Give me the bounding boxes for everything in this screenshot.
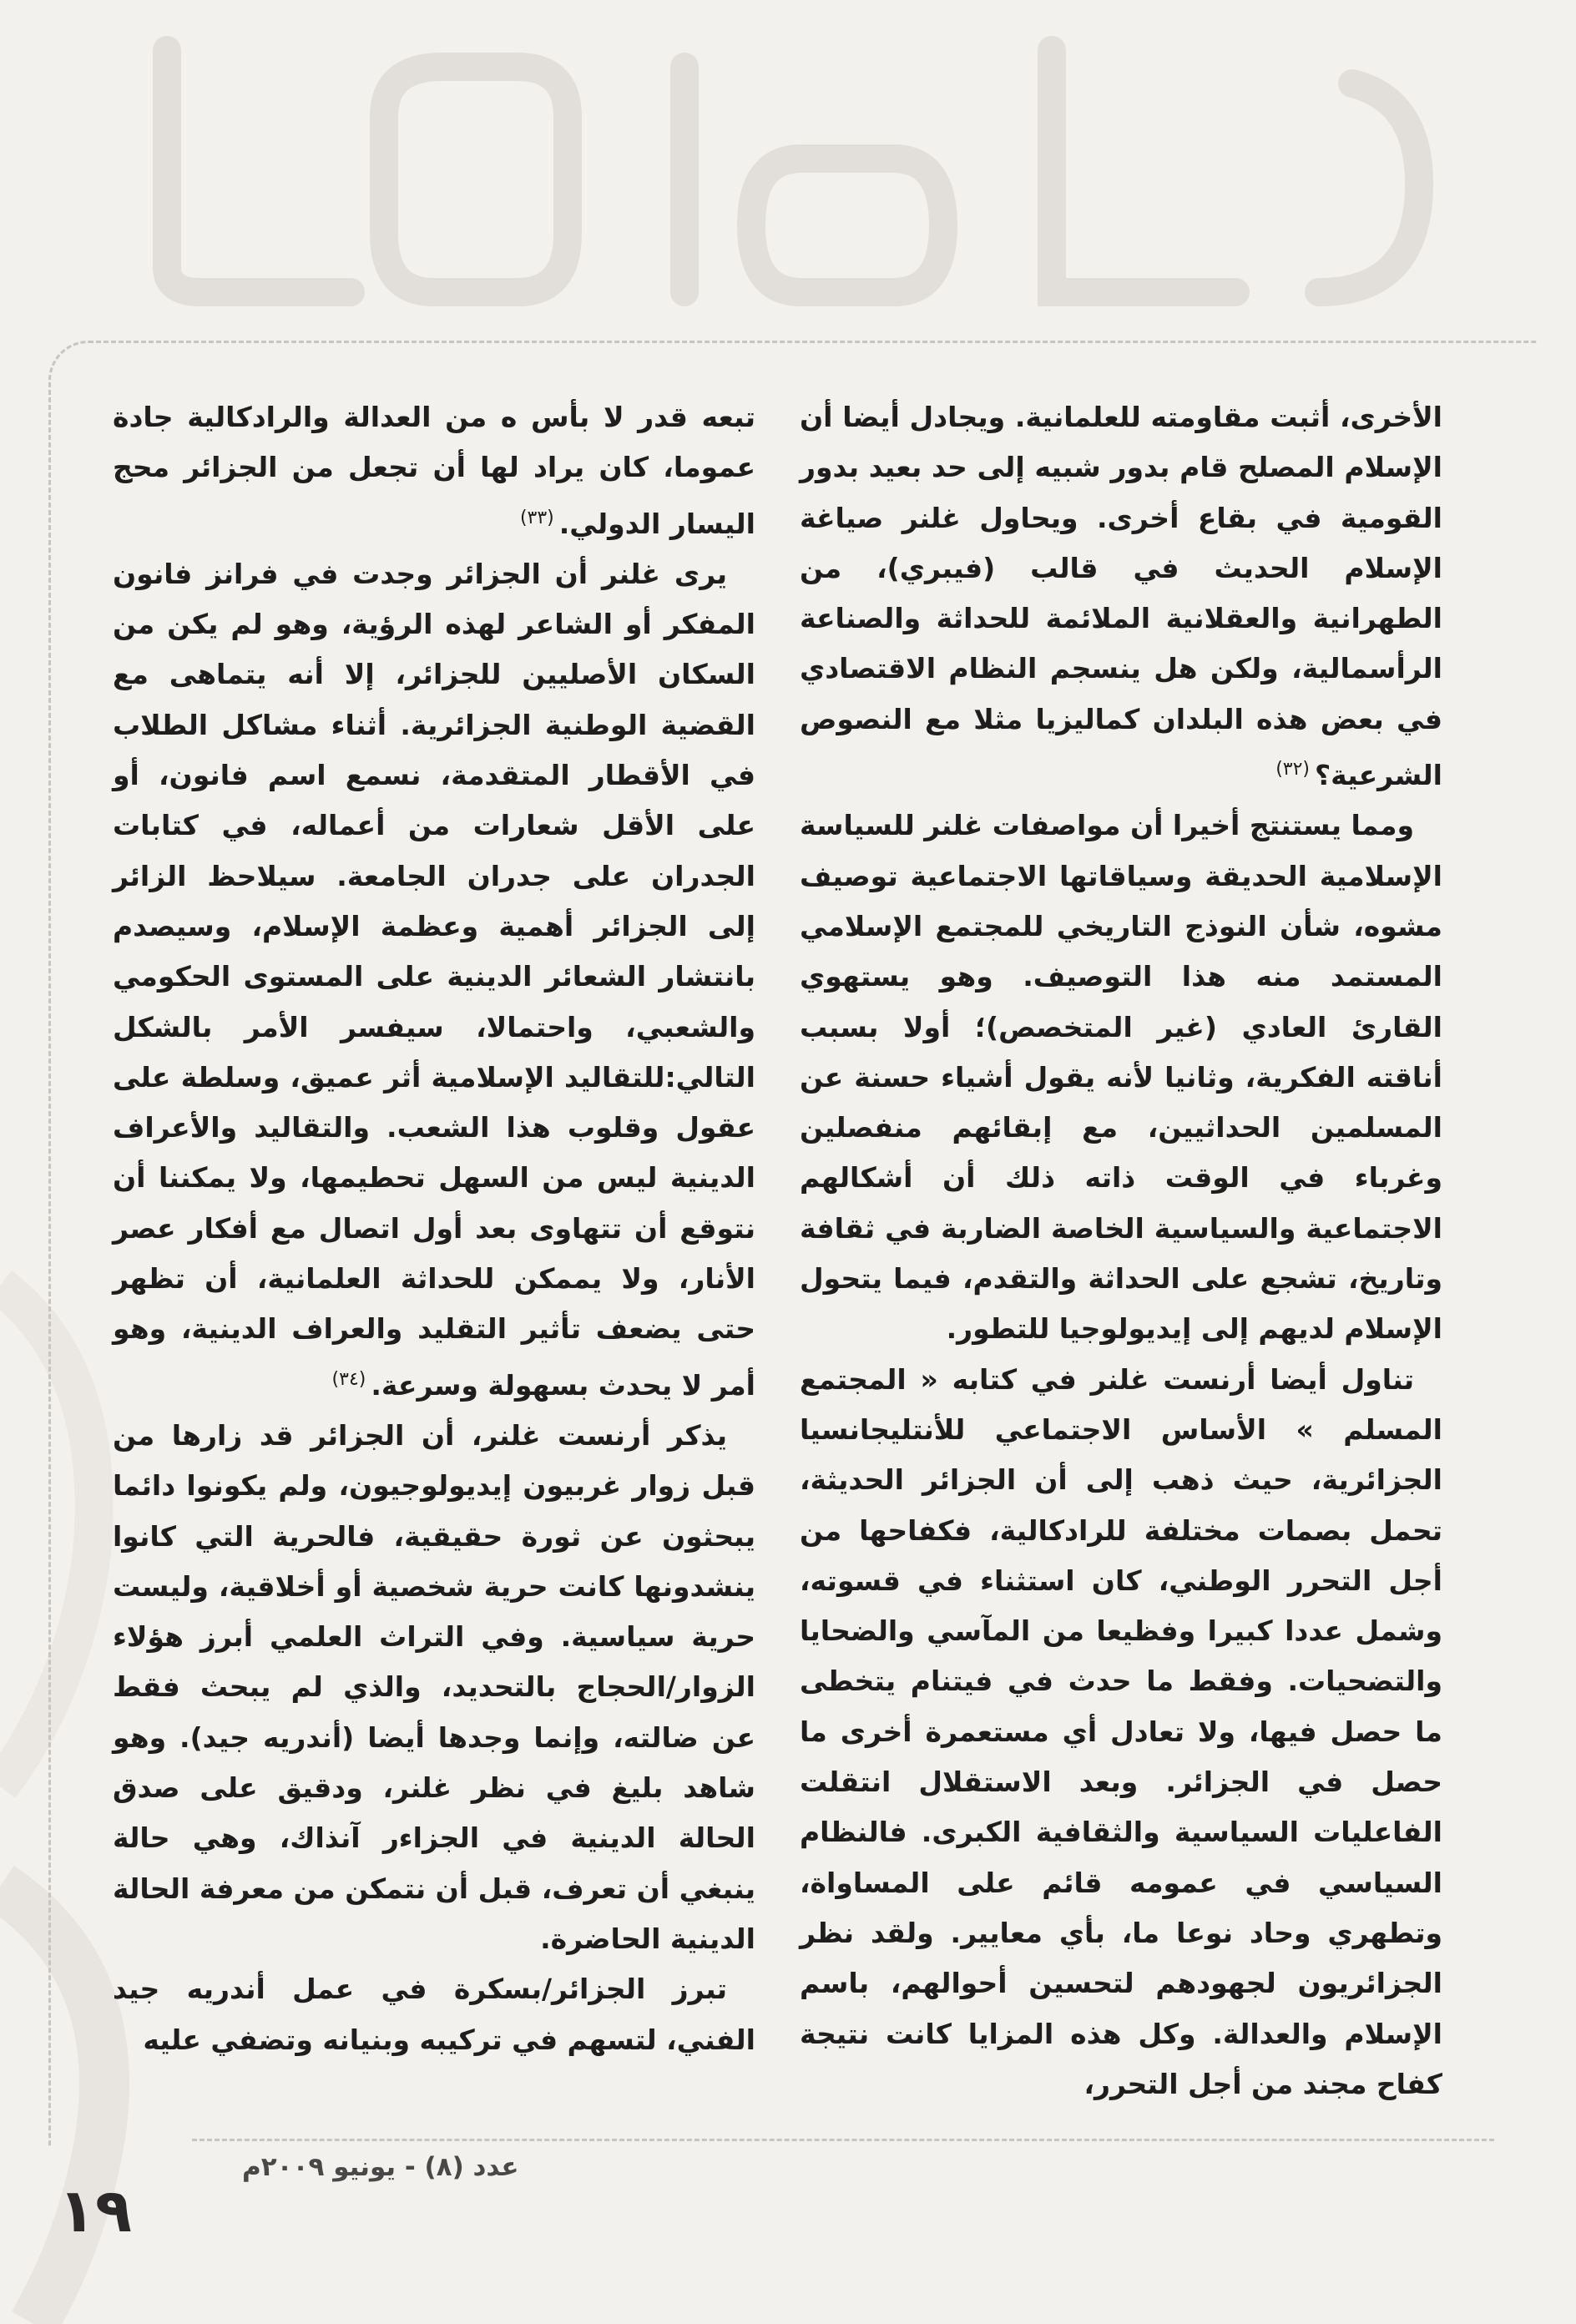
paragraph: ومما يستنتج أخيرا أن مواصفات غلنر للسياسة الإسلامية الحديقة وسياقاتها الاجتماعية توصيف مشوه، شأن النوذج التاريخي للمجتمع الإسلامي المستمد منه هذا التوصيف. وهو يستهوي القارئ العادي (غير المتخصص)؛ أولا بسبب أناقته الفكرية، وثانيا لأنه يقول أشياء حسنة عن المسلمين الحداثيين، مع إبقائهم منفصلين وغرباء في الوقت ذاته ذلك أن أشكالهم الاجتماعية والسياسية الخاصة الضاربة في ثقافة وتاريخ، تشجع على الحداثة والتقدم، فيما يتحول الإسلام لديهم إلى إيديولوجيا للتطور. — [800, 809, 1442, 1346]
paragraph: يرى غلنر أن الجزائر وجدت في فرانز فانون المفكر أو الشاعر لهذه الرؤية، وهو لم يكن من السكان الأصليين للجزائر، إلا أنه يتماهى مع القضية الوطنية الجزائرية. أثناء مشاكل الطلاب في الأقطار المتقدمة، نسمع اسم فانون، أو على الأقل شعارات من أعماله، في كتابات الجدران على جدران الجامعة. سيلاحظ الزائر إلى الجزائر أهمية وعظمة الإسلام، وسيصدم بانتشار الشعائر الدينية على المستوى الحكومي والشعبي، واحتمالا، سيفسر الأمر بالشكل التالي:للتقاليد الإسلامية أثر عميق، وسلطة على عقول وقلوب هذا الشعب. والتقاليد والأعراف الدينية ليس من السهل تحطيمها، ولا يمكننا أن نتوقع أن تتهاوى بعد أول اتصال مع أفكار عصر الأنار، ولا يممكن للحداثة العلمانية، أن تظهر حتى يضعف تأثير التقليد والعراف الدينية، وهو أمر لا يحدث بسهولة وسرعة.$^{(٣٤)}$ — [113, 557, 755, 1402]
page-number: ١٩ — [58, 2175, 132, 2246]
footnote-ref: (٣٣) — [519, 507, 554, 528]
footnote-ref: (٣٤) — [331, 1368, 366, 1390]
text-column-right — [800, 392, 1442, 2109]
paragraph: تبعه قدر لا بأس ه من العدالة والرادكالية جادة عموما، كان يراد لها أن تجعل من الجزائر محج اليسار الدولي.$^{(٣٣)}$ — [113, 401, 755, 540]
paragraph: تناول أيضا أرنست غلنر في كتابه « المجتمع المسلم » الأساس الاجتماعي للأنتليجانسيا الجزائرية، حيث ذهب إلى أن الجزائر الحديثة، تحمل بصمات مختلفة للرادكالية، فكفاحها من أجل التحرر الوطني، كان استثناء في قسوته، وشمل عددا كبيرا وفظيعا من المآسي والضحايا والتضحيات. وفقط ما حدث في فيتنام يتخطى ما حصل فيها، ولا تعادل أي مستعمرة أخرى ما حصل في الجزائر. وبعد الاستقلال انتقلت الفاعليات السياسية والثقافية الكبرى. فالنظام السياسي في عمومه قائم على المساواة، وتطهري وحاد نوعا ما، بأي معايير. ولقد نظر الجزائريون لجهودهم لتحسين أحوالهم، باسم الإسلام والعدالة. وكل هذه المزايا كانت نتيجة كفاح مجند من أجل التحرر، — [800, 1362, 1442, 2100]
text-column-left — [113, 392, 755, 2065]
issue-label: عدد (٨) - يونيو ٢٠٠٩م — [242, 2152, 519, 2182]
footnote-ref: (٣٢) — [1275, 759, 1311, 781]
footer-divider — [192, 2139, 1494, 2141]
paragraph: تبرز الجزائر/بسكرة في عمل أندريه جيد الفني، لتسهم في تركيبه وبنيانه وتضفي عليه — [113, 1973, 755, 2056]
paragraph: يذكر أرنست غلنر، أن الجزائر قد زارها من قبل زوار غربيون إيديولوجيون، ولم يكونوا دائما يبحثون عن ثورة حقيقية، فالحرية التي كانوا ينشدونها كانت حرية شخصية أو أخلاقية، وليست حرية سياسية. وفي التراث العلمي أبرز هؤلاء الزوار/الحجاج بالتحديد، والذي لم يبحث فقط عن ضالته، وإنما وجدها أيضا (أندريه جيد). وهو شاهد بليغ في نظر غلنر، ودقيق على صدق الحالة الدينية في الجزاءر آنذاك، وهي حالة ينبغي أن تعرف، قبل أن نتمكن من معرفة الحالة الدينية الحاضرة. — [113, 1418, 755, 1955]
masthead-watermark — [50, 17, 1519, 334]
paragraph: الأخرى، أثبت مقاومته للعلمانية. ويجادل أيضا أن الإسلام المصلح قام بدور شبيه إلى حد بعيد بدور القومية في بقاع أخرى. ويحاول غلنر صياغة الإسلام الحديث في قالب (فيبري)، من الطهرانية والعقلانية الملائمة للحداثة والصناعة الرأسمالية، ولكن هل ينسجم النظام الاقتصادي في بعض هذه البلدان كماليزيا مثلا مع النصوص الشرعية؟$^{(٣٢)}$ — [800, 401, 1442, 792]
